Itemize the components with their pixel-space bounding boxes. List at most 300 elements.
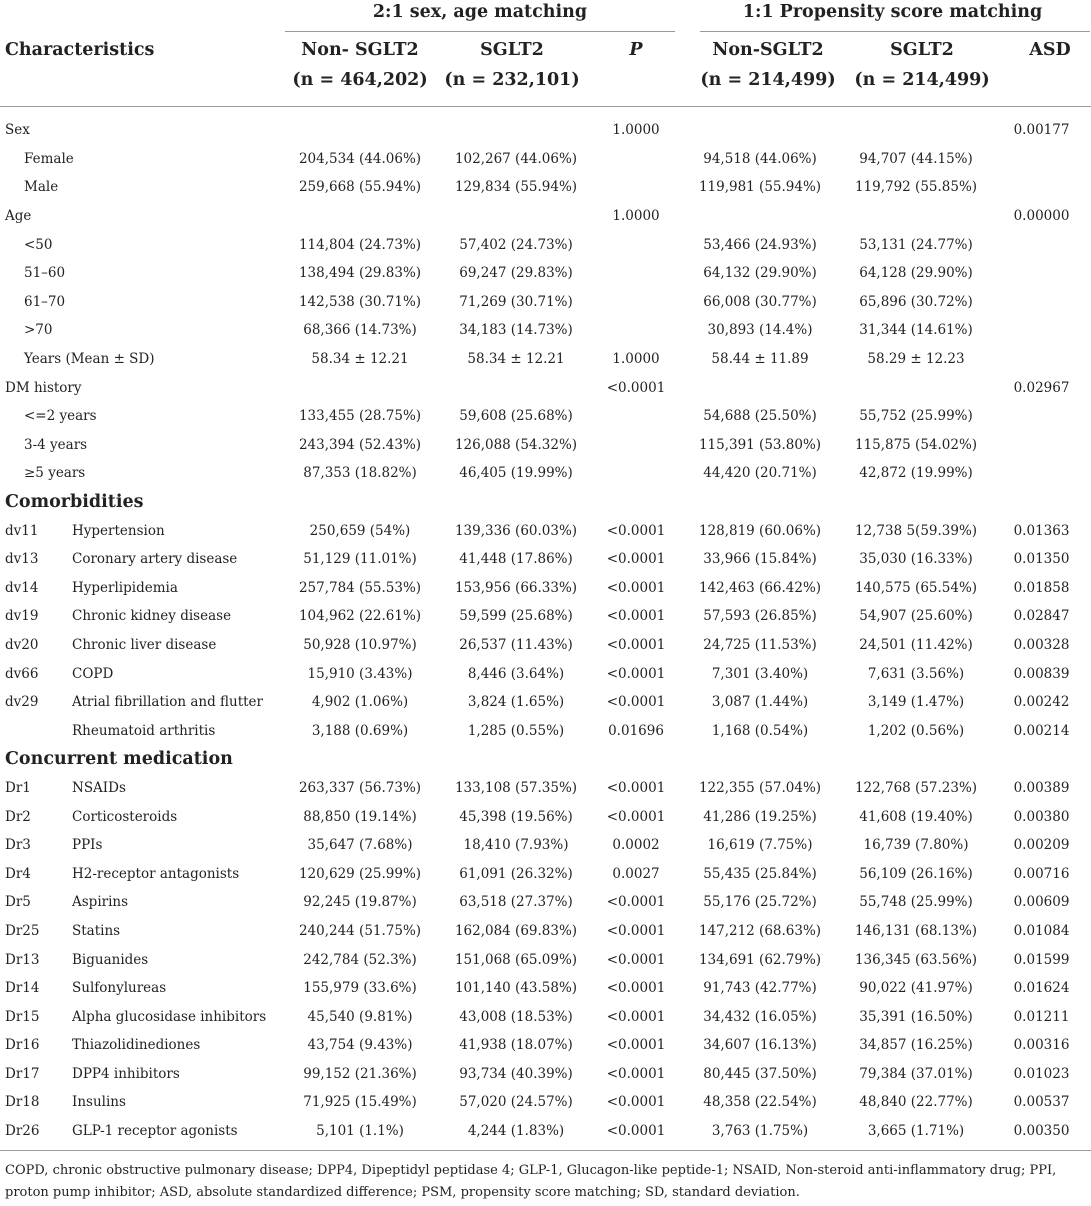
row-label: Sulfonylureas [72, 980, 167, 997]
header-sglt2-right-n: (n = 214,499) [854, 70, 990, 90]
cell-p-value [592, 459, 680, 488]
row-code: Dr5 [5, 894, 31, 911]
row-code: dv14 [5, 579, 39, 596]
row-code: dv13 [5, 551, 39, 568]
cell-non-sglt2-psm: 94,518 (44.06%) [703, 150, 817, 167]
cell-non-sglt2-age-matched: 3,188 (0.69%) [311, 722, 409, 739]
cell-non-sglt2-psm: 24,725 (11.53%) [703, 636, 817, 653]
cell-sglt2-psm: 55,748 (25.99%) [859, 894, 973, 911]
cell-non-sglt2-age-matched: 243,394 (52.43%) [298, 436, 422, 453]
cell-p-value [592, 230, 680, 259]
cell-sglt2-age-matched: 59,599 (25.68%) [459, 608, 573, 625]
cell-non-sglt2-age-matched: 99,152 (21.36%) [303, 1065, 417, 1082]
group-header-left-rule [285, 31, 675, 32]
table-row [0, 716, 1091, 745]
cell-non-sglt2-psm: 41,286 (19.25%) [703, 808, 817, 825]
cell-asd: 0.01023 [1013, 1065, 1070, 1082]
cell-sglt2-psm [840, 373, 992, 402]
row-label: PPIs [72, 837, 103, 854]
table-row [0, 688, 1091, 717]
table-row [0, 774, 1091, 803]
table-row [0, 316, 1091, 345]
cell-non-sglt2-psm: 115,391 (53.80%) [698, 436, 822, 453]
cell-non-sglt2-psm: 147,212 (68.63%) [698, 922, 822, 939]
cell-sglt2-age-matched: 3,824 (1.65%) [467, 694, 565, 711]
cell-asd [992, 173, 1091, 202]
cell-sglt2-psm: 122,768 (57.23%) [854, 779, 978, 796]
cell-sglt2-age-matched [440, 202, 592, 231]
cell-asd [992, 402, 1091, 431]
cell-non-sglt2-age-matched: 51,129 (11.01%) [303, 551, 417, 568]
row-label: Biguanides [72, 951, 149, 968]
cell-p-value: <0.0001 [606, 665, 666, 682]
cell-p-value: 0.01696 [608, 722, 664, 739]
cell-asd [992, 745, 1091, 774]
table-row [0, 659, 1091, 688]
cell-asd [992, 459, 1091, 488]
row-code: Dr4 [5, 865, 31, 882]
cell-sglt2-psm: 12,738 5(59.39%) [854, 522, 978, 539]
cell-asd: 0.00177 [1013, 122, 1070, 139]
cell-sglt2-psm: 3,149 (1.47%) [867, 694, 965, 711]
row-code: dv19 [5, 608, 39, 625]
cell-sglt2-age-matched: 133,108 (57.35%) [454, 779, 578, 796]
cell-sglt2-age-matched: 41,448 (17.86%) [459, 551, 573, 568]
cell-non-sglt2-psm: 91,743 (42.77%) [703, 980, 817, 997]
cell-non-sglt2-psm: 55,435 (25.84%) [703, 865, 817, 882]
row-code: dv11 [5, 522, 39, 539]
cell-sglt2-age-matched: 69,247 (29.83%) [459, 265, 573, 282]
cell-non-sglt2-age-matched: 240,244 (51.75%) [298, 922, 422, 939]
cell-non-sglt2-age-matched: 120,629 (25.99%) [298, 865, 422, 882]
header-asd: ASD [1029, 40, 1071, 60]
cell-sglt2-age-matched: 59,608 (25.68%) [459, 408, 573, 425]
cell-non-sglt2-age-matched: 4,902 (1.06%) [311, 694, 409, 711]
cell-sglt2-psm: 1,202 (0.56%) [867, 722, 965, 739]
table-row [0, 631, 1091, 660]
header-non-sglt2-left-label: Non- SGLT2 [301, 40, 419, 60]
cell-sglt2-age-matched: 46,405 (19.99%) [459, 465, 573, 482]
cell-sglt2-age-matched: 57,020 (24.57%) [459, 1094, 573, 1111]
cell-p-value: 1.0000 [612, 351, 660, 368]
cell-sglt2-psm: 48,840 (22.77%) [859, 1094, 973, 1111]
group-header-left: 2:1 sex, age matching [372, 2, 588, 22]
header-non-sglt2-right-label: Non-SGLT2 [712, 40, 824, 60]
cell-non-sglt2-age-matched: 15,910 (3.43%) [307, 665, 413, 682]
table-row [0, 230, 1091, 259]
table-row [0, 116, 1091, 145]
cell-non-sglt2-psm: 34,607 (16.13%) [703, 1037, 817, 1054]
cell-non-sglt2-age-matched: 242,784 (52.3%) [303, 951, 417, 968]
row-label: Coronary artery disease [72, 551, 238, 568]
table-row [0, 888, 1091, 917]
row-label: Age [5, 208, 32, 225]
cell-non-sglt2-psm: 54,688 (25.50%) [703, 408, 817, 425]
cell-sglt2-age-matched: 162,084 (69.83%) [454, 922, 578, 939]
row-label: Male [24, 179, 59, 196]
row-code: dv20 [5, 636, 39, 653]
cell-non-sglt2-psm [680, 488, 840, 517]
cell-asd: 0.01350 [1013, 551, 1070, 568]
cell-p-value: <0.0001 [606, 694, 666, 711]
cell-sglt2-age-matched [440, 488, 592, 517]
cell-sglt2-age-matched: 45,398 (19.56%) [459, 808, 573, 825]
table-row [0, 574, 1091, 603]
cell-sglt2-psm: 136,345 (63.56%) [854, 951, 978, 968]
table-row [0, 1088, 1091, 1117]
table-row [0, 545, 1091, 574]
row-label: Hypertension [72, 522, 165, 539]
cell-sglt2-age-matched: 58.34 ± 12.21 [467, 351, 565, 368]
cell-non-sglt2-psm: 1,168 (0.54%) [711, 722, 809, 739]
cell-non-sglt2-age-matched: 114,804 (24.73%) [298, 236, 422, 253]
cell-non-sglt2-psm: 122,355 (57.04%) [698, 779, 822, 796]
cell-asd [992, 145, 1091, 174]
table-row [0, 259, 1091, 288]
row-code: Dr13 [5, 951, 40, 968]
row-code: Dr15 [5, 1008, 40, 1025]
cell-asd: 0.02847 [1013, 608, 1070, 625]
row-label: 51–60 [24, 265, 66, 282]
row-code: Dr3 [5, 837, 31, 854]
cell-p-value: <0.0001 [606, 951, 666, 968]
cell-p-value: <0.0001 [606, 379, 666, 396]
row-label: Corticosteroids [72, 808, 178, 825]
table-row [0, 345, 1091, 374]
row-label: Years (Mean ± SD) [24, 351, 155, 368]
cell-sglt2-psm: 65,896 (30.72%) [859, 293, 973, 310]
table-row [0, 859, 1091, 888]
row-code: Dr1 [5, 779, 31, 796]
cell-non-sglt2-psm: 30,893 (14.4%) [707, 322, 813, 339]
row-code: Dr18 [5, 1094, 40, 1111]
cell-sglt2-psm: 16,739 (7.80%) [863, 837, 969, 854]
cell-sglt2-psm: 7,631 (3.56%) [867, 665, 965, 682]
row-code: Dr26 [5, 1123, 40, 1140]
cell-non-sglt2-psm: 80,445 (37.50%) [703, 1065, 817, 1082]
row-code: dv29 [5, 694, 39, 711]
row-code: Dr25 [5, 922, 40, 939]
cell-asd: 0.01858 [1013, 579, 1070, 596]
row-label: ≥5 years [24, 465, 86, 482]
table-row [0, 202, 1091, 231]
row-label: Thiazolidinediones [72, 1037, 201, 1054]
cell-asd [992, 288, 1091, 317]
row-label: <50 [24, 236, 53, 253]
cell-non-sglt2-age-matched: 88,850 (19.14%) [303, 808, 417, 825]
table-row [0, 516, 1091, 545]
row-label: 3-4 years [24, 436, 88, 453]
header-non-sglt2-left [280, 35, 440, 95]
row-label: Hyperlipidemia [72, 579, 178, 596]
cell-asd: 0.00350 [1013, 1123, 1070, 1140]
cell-p-value: <0.0001 [606, 608, 666, 625]
row-label: Aspirins [72, 894, 129, 911]
cell-asd: 0.01084 [1013, 922, 1070, 939]
cell-p-value: <0.0001 [606, 894, 666, 911]
cell-sglt2-age-matched: 153,956 (66.33%) [454, 579, 578, 596]
cell-non-sglt2-psm: 58.44 ± 11.89 [711, 351, 809, 368]
cell-p-value [592, 488, 680, 517]
cell-sglt2-age-matched: 18,410 (7.93%) [463, 837, 569, 854]
cell-p-value [592, 431, 680, 460]
cell-asd: 0.02967 [1013, 379, 1070, 396]
cell-non-sglt2-psm [680, 202, 840, 231]
cell-sglt2-age-matched: 129,834 (55.94%) [454, 179, 578, 196]
cell-p-value: <0.0001 [606, 579, 666, 596]
row-code [0, 716, 72, 745]
row-label: >70 [24, 322, 53, 339]
cell-non-sglt2-age-matched: 250,659 (54%) [309, 522, 411, 539]
cell-sglt2-psm: 35,030 (16.33%) [859, 551, 973, 568]
footnote: COPD, chronic obstructive pulmonary disease; DPP4, Dipeptidyl peptidase 4; GLP-1, Glucagon-like peptide-1; NSAID, Non-steroid anti-inflammatory drug; PPI, proton pump inhibitor; ASD, absolute standardized difference; PSM, propensity score matching; SD, standard deviation. [5, 1163, 1057, 1200]
cell-sglt2-age-matched: 26,537 (11.43%) [459, 636, 573, 653]
cell-non-sglt2-age-matched: 58.34 ± 12.21 [311, 351, 409, 368]
cell-non-sglt2-psm: 3,763 (1.75%) [711, 1123, 809, 1140]
cell-sglt2-psm: 35,391 (16.50%) [859, 1008, 973, 1025]
cell-sglt2-psm: 53,131 (24.77%) [859, 236, 973, 253]
cell-p-value [592, 316, 680, 345]
cell-asd [992, 259, 1091, 288]
cell-p-value: 1.0000 [612, 122, 660, 139]
cell-sglt2-psm: 79,384 (37.01%) [859, 1065, 973, 1082]
cell-non-sglt2-psm: 33,966 (15.84%) [703, 551, 817, 568]
header-sglt2-left-n: (n = 232,101) [444, 70, 580, 90]
row-label: Chronic liver disease [72, 636, 217, 653]
table-row [0, 1060, 1091, 1089]
row-code: Dr17 [5, 1065, 40, 1082]
row-label: COPD [72, 665, 114, 682]
cell-p-value: <0.0001 [606, 1037, 666, 1054]
cell-p-value: 0.0002 [612, 837, 660, 854]
section-header-row [0, 745, 1091, 774]
cell-sglt2-psm: 31,344 (14.61%) [859, 322, 973, 339]
row-label: Statins [72, 922, 121, 939]
cell-non-sglt2-age-matched: 257,784 (55.53%) [298, 579, 422, 596]
cell-non-sglt2-age-matched [280, 202, 440, 231]
row-label: Chronic kidney disease [72, 608, 232, 625]
row-label: NSAIDs [72, 779, 126, 796]
cell-non-sglt2-age-matched: 133,455 (28.75%) [298, 408, 422, 425]
cell-sglt2-psm: 55,752 (25.99%) [859, 408, 973, 425]
table-row [0, 288, 1091, 317]
cell-non-sglt2-age-matched [280, 488, 440, 517]
row-label: 61–70 [24, 293, 66, 310]
cell-sglt2-psm: 3,665 (1.71%) [867, 1123, 965, 1140]
cell-non-sglt2-psm [680, 745, 840, 774]
cell-non-sglt2-psm: 48,358 (22.54%) [703, 1094, 817, 1111]
cell-non-sglt2-age-matched: 5,101 (1.1%) [316, 1123, 404, 1140]
table-row [0, 173, 1091, 202]
header-sglt2-right-label: SGLT2 [890, 40, 954, 60]
table-row [0, 974, 1091, 1003]
cell-asd: 0.00000 [1013, 208, 1070, 225]
cell-p-value: <0.0001 [606, 1008, 666, 1025]
cell-asd: 0.00537 [1013, 1094, 1070, 1111]
cell-sglt2-age-matched: 61,091 (26.32%) [459, 865, 573, 882]
row-label: Rheumatoid arthritis [72, 722, 216, 739]
table-row [0, 917, 1091, 946]
cell-sglt2-age-matched: 151,068 (65.09%) [454, 951, 578, 968]
cell-non-sglt2-age-matched: 71,925 (15.49%) [303, 1094, 417, 1111]
cell-asd: 0.00209 [1013, 837, 1070, 854]
header-p: P [629, 40, 643, 60]
cell-sglt2-psm: 42,872 (19.99%) [859, 465, 973, 482]
cell-non-sglt2-age-matched: 155,979 (33.6%) [303, 980, 417, 997]
table-row [0, 459, 1091, 488]
cell-sglt2-psm: 56,109 (26.16%) [859, 865, 973, 882]
cell-non-sglt2-age-matched: 92,245 (19.87%) [303, 894, 417, 911]
table-row [0, 1031, 1091, 1060]
cell-sglt2-age-matched: 102,267 (44.06%) [454, 150, 578, 167]
cell-p-value: <0.0001 [606, 522, 666, 539]
cell-sglt2-psm: 24,501 (11.42%) [859, 636, 973, 653]
cell-sglt2-psm: 54,907 (25.60%) [859, 608, 973, 625]
header-non-sglt2-right-n: (n = 214,499) [700, 70, 836, 90]
cell-non-sglt2-age-matched: 35,647 (7.68%) [307, 837, 413, 854]
cell-sglt2-age-matched [440, 373, 592, 402]
cell-non-sglt2-psm: 142,463 (66.42%) [698, 579, 822, 596]
cell-non-sglt2-psm: 44,420 (20.71%) [703, 465, 817, 482]
cell-asd: 0.01363 [1013, 522, 1070, 539]
cell-sglt2-age-matched: 57,402 (24.73%) [459, 236, 573, 253]
cell-sglt2-age-matched: 71,269 (30.71%) [459, 293, 573, 310]
cell-non-sglt2-age-matched: 68,366 (14.73%) [303, 322, 417, 339]
cell-sglt2-psm: 146,131 (68.13%) [854, 922, 978, 939]
cell-p-value: <0.0001 [606, 1123, 666, 1140]
row-code: dv66 [5, 665, 39, 682]
cell-p-value: <0.0001 [606, 551, 666, 568]
cell-sglt2-psm: 115,875 (54.02%) [854, 436, 978, 453]
table-row [0, 831, 1091, 860]
row-label: Insulins [72, 1094, 126, 1111]
cell-non-sglt2-age-matched: 87,353 (18.82%) [303, 465, 417, 482]
cell-sglt2-age-matched: 34,183 (14.73%) [459, 322, 573, 339]
data-table [0, 116, 1091, 1145]
cell-p-value [592, 145, 680, 174]
cell-sglt2-age-matched: 93,734 (40.39%) [459, 1065, 573, 1082]
table-row [0, 802, 1091, 831]
data-table-body [0, 116, 1091, 1145]
cell-asd [992, 488, 1091, 517]
cell-asd: 0.01624 [1013, 980, 1070, 997]
row-label: Alpha glucosidase inhibitors [72, 1008, 267, 1025]
cell-non-sglt2-age-matched: 263,337 (56.73%) [298, 779, 422, 796]
row-label: Female [24, 150, 74, 167]
cell-asd: 0.00839 [1013, 665, 1070, 682]
cell-asd: 0.01599 [1013, 951, 1070, 968]
table-row [0, 1117, 1091, 1146]
cell-non-sglt2-age-matched: 259,668 (55.94%) [298, 179, 422, 196]
row-label: H2-receptor antagonists [72, 865, 240, 882]
table-row [0, 602, 1091, 631]
cell-sglt2-psm [840, 488, 992, 517]
cell-sglt2-psm: 140,575 (65.54%) [854, 579, 978, 596]
cell-asd: 0.00389 [1013, 779, 1070, 796]
cell-asd: 0.00316 [1013, 1037, 1070, 1054]
table-row [0, 402, 1091, 431]
cell-p-value: 0.0027 [612, 865, 660, 882]
row-label: DPP4 inhibitors [72, 1065, 180, 1082]
cell-non-sglt2-age-matched [280, 745, 440, 774]
cell-sglt2-age-matched: 43,008 (18.53%) [459, 1008, 573, 1025]
header-non-sglt2-right [688, 35, 848, 95]
cell-sglt2-age-matched [440, 745, 592, 774]
cell-non-sglt2-age-matched: 104,962 (22.61%) [298, 608, 422, 625]
cell-non-sglt2-age-matched [280, 116, 440, 145]
cell-p-value [592, 745, 680, 774]
cell-sglt2-psm: 94,707 (44.15%) [859, 150, 973, 167]
cell-sglt2-age-matched: 101,140 (43.58%) [454, 980, 578, 997]
cell-sglt2-psm: 41,608 (19.40%) [859, 808, 973, 825]
cell-sglt2-psm: 58.29 ± 12.23 [867, 351, 965, 368]
table-row [0, 373, 1091, 402]
row-label: GLP-1 receptor agonists [72, 1123, 238, 1140]
cell-asd [992, 316, 1091, 345]
cell-non-sglt2-age-matched: 43,754 (9.43%) [307, 1037, 413, 1054]
cell-p-value: <0.0001 [606, 922, 666, 939]
header-sglt2-left-label: SGLT2 [480, 40, 544, 60]
cell-sglt2-psm [840, 116, 992, 145]
cell-non-sglt2-psm: 57,593 (26.85%) [703, 608, 817, 625]
cell-p-value: <0.0001 [606, 779, 666, 796]
cell-sglt2-age-matched: 1,285 (0.55%) [467, 722, 565, 739]
table-row [0, 431, 1091, 460]
cell-p-value: 1.0000 [612, 208, 660, 225]
table-row [0, 945, 1091, 974]
cell-asd: 0.00380 [1013, 808, 1070, 825]
row-label: Sex [5, 122, 30, 139]
cell-p-value: <0.0001 [606, 980, 666, 997]
cell-sglt2-age-matched: 4,244 (1.83%) [467, 1123, 565, 1140]
cell-sglt2-age-matched [440, 116, 592, 145]
cell-sglt2-age-matched: 41,938 (18.07%) [459, 1037, 573, 1054]
cell-non-sglt2-age-matched [280, 373, 440, 402]
cell-asd: 0.00328 [1013, 636, 1070, 653]
cell-non-sglt2-psm: 55,176 (25.72%) [703, 894, 817, 911]
cell-asd: 0.01211 [1013, 1008, 1070, 1025]
cell-non-sglt2-age-matched: 45,540 (9.81%) [307, 1008, 413, 1025]
cell-non-sglt2-psm: 128,819 (60.06%) [698, 522, 822, 539]
cell-asd: 0.00242 [1013, 694, 1070, 711]
cell-sglt2-psm: 90,022 (41.97%) [859, 980, 973, 997]
cell-sglt2-age-matched: 126,088 (54.32%) [454, 436, 578, 453]
cell-p-value: <0.0001 [606, 808, 666, 825]
cell-non-sglt2-psm: 7,301 (3.40%) [711, 665, 809, 682]
cell-p-value [592, 259, 680, 288]
cell-p-value [592, 173, 680, 202]
cell-non-sglt2-psm [680, 116, 840, 145]
cell-non-sglt2-psm: 3,087 (1.44%) [711, 694, 809, 711]
cell-p-value: <0.0001 [606, 636, 666, 653]
header-sglt2-right [842, 35, 1002, 95]
row-label: <=2 years [24, 408, 97, 425]
cell-p-value: <0.0001 [606, 1094, 666, 1111]
cell-p-value [592, 402, 680, 431]
cell-asd [992, 431, 1091, 460]
table-row [0, 145, 1091, 174]
cell-sglt2-psm: 64,128 (29.90%) [859, 265, 973, 282]
header-sglt2-left [432, 35, 592, 95]
cell-non-sglt2-age-matched: 138,494 (29.83%) [298, 265, 422, 282]
cell-non-sglt2-age-matched: 204,534 (44.06%) [298, 150, 422, 167]
cell-non-sglt2-psm: 64,132 (29.90%) [703, 265, 817, 282]
cell-sglt2-psm: 34,857 (16.25%) [859, 1037, 973, 1054]
group-header-right-rule [700, 31, 1090, 32]
cell-non-sglt2-psm: 134,691 (62.79%) [698, 951, 822, 968]
cell-non-sglt2-psm: 53,466 (24.93%) [703, 236, 817, 253]
cell-p-value [592, 288, 680, 317]
